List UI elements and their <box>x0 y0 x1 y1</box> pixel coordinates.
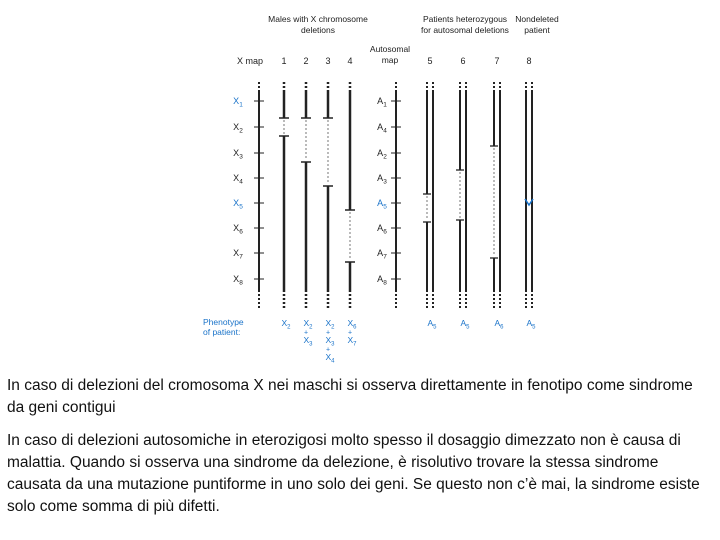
phenotype-7-gene-1: $A_6$ <box>494 318 504 331</box>
column-number-7: 7 <box>494 56 500 66</box>
phenotype-8-gene-1: $A_5$ <box>526 318 536 331</box>
autosomal-map-header-line-1: Autosomal <box>369 44 411 54</box>
x-locus-label-5: $X_5$ <box>233 198 243 211</box>
phenotype-label-line-2: of patient: <box>203 327 241 337</box>
phenotype-label-line-1: Phenotype <box>203 317 244 327</box>
x-map-header: X map <box>236 56 264 66</box>
phenotype-1-gene-1: $X_2$ <box>281 318 291 331</box>
phenotype-2-plus-2: + <box>303 329 309 337</box>
column-number-6: 6 <box>460 56 466 66</box>
x-locus-label-6: $X_6$ <box>233 223 243 236</box>
column-number-4: 4 <box>347 56 353 66</box>
x-deletion-paragraph: In caso di delezioni del cromosoma X nei maschi si osserva direttamente in fenotipo come sindrome da geni contigui <box>7 377 693 416</box>
phenotype-4-gene-3: $X_7$ <box>347 335 357 348</box>
a-locus-label-2: $A_2$ <box>377 148 387 161</box>
x-locus-label-3: $X_3$ <box>233 148 243 161</box>
x-locus-label-8: $X_8$ <box>233 274 243 287</box>
column-number-8: 8 <box>526 56 532 66</box>
column-number-2: 2 <box>303 56 309 66</box>
phenotype-3-gene-5: $X_4$ <box>325 352 335 365</box>
phenotype-4-gene-1: $X_6$ <box>347 318 357 331</box>
phenotype-6-gene-1: $A_5$ <box>460 318 470 331</box>
x-locus-label-7: $X_7$ <box>233 248 243 261</box>
a-locus-label-7: $A_7$ <box>377 248 387 261</box>
phenotype-5-gene-1: $A_5$ <box>427 318 437 331</box>
a-locus-label-1: $A_1$ <box>377 96 387 109</box>
a-locus-label-3: $A_3$ <box>377 173 387 186</box>
hetero-header-line-1: Patients heterozygous <box>422 14 508 24</box>
column-number-5: 5 <box>427 56 433 66</box>
a-locus-label-5: $A_5$ <box>377 198 387 211</box>
a-locus-label-4: $A_4$ <box>377 122 387 135</box>
autosomal-deletion-paragraph: In caso di delezioni autosomiche in eterozigosi molto spesso il dosaggio dimezzato non è causa di malattia. Quando si osserva una sindrome da delezione, è risolutivo trovare la stessa sindrome causata da una mutazione puntiforme in uno solo dei geni. Se questo non c’è mai, la sindrome esiste solo come somma di più difetti. <box>7 432 700 515</box>
hetero-header-line-2: for autosomal deletions <box>421 25 509 35</box>
phenotype-2-gene-3: $X_3$ <box>303 335 313 348</box>
phenotype-3-plus-2: + <box>325 329 331 337</box>
deletion-mapping-diagram <box>195 0 559 370</box>
phenotype-4-plus-2: + <box>347 329 353 337</box>
x-locus-label-1: $X_1$ <box>233 96 243 109</box>
autosomal-map-header-line-2: map <box>381 55 399 65</box>
a-locus-label-6: $A_6$ <box>377 223 387 236</box>
nondeleted-header-line-1: Nondeleted <box>515 14 559 24</box>
a-locus-label-8: $A_8$ <box>377 274 387 287</box>
phenotype-3-plus-4: + <box>325 346 331 354</box>
phenotype-2-gene-1: $X_2$ <box>303 318 313 331</box>
x-locus-label-2: $X_2$ <box>233 122 243 135</box>
males-header-line-2: deletions <box>300 25 336 35</box>
phenotype-3-gene-3: $X_3$ <box>325 335 335 348</box>
x-locus-label-4: $X_4$ <box>233 173 243 186</box>
nondeleted-header-line-2: patient <box>524 25 550 35</box>
phenotype-3-gene-1: $X_2$ <box>325 318 335 331</box>
males-header-line-1: Males with X chromosome <box>268 14 368 24</box>
column-number-3: 3 <box>325 56 331 66</box>
column-number-1: 1 <box>281 56 287 66</box>
